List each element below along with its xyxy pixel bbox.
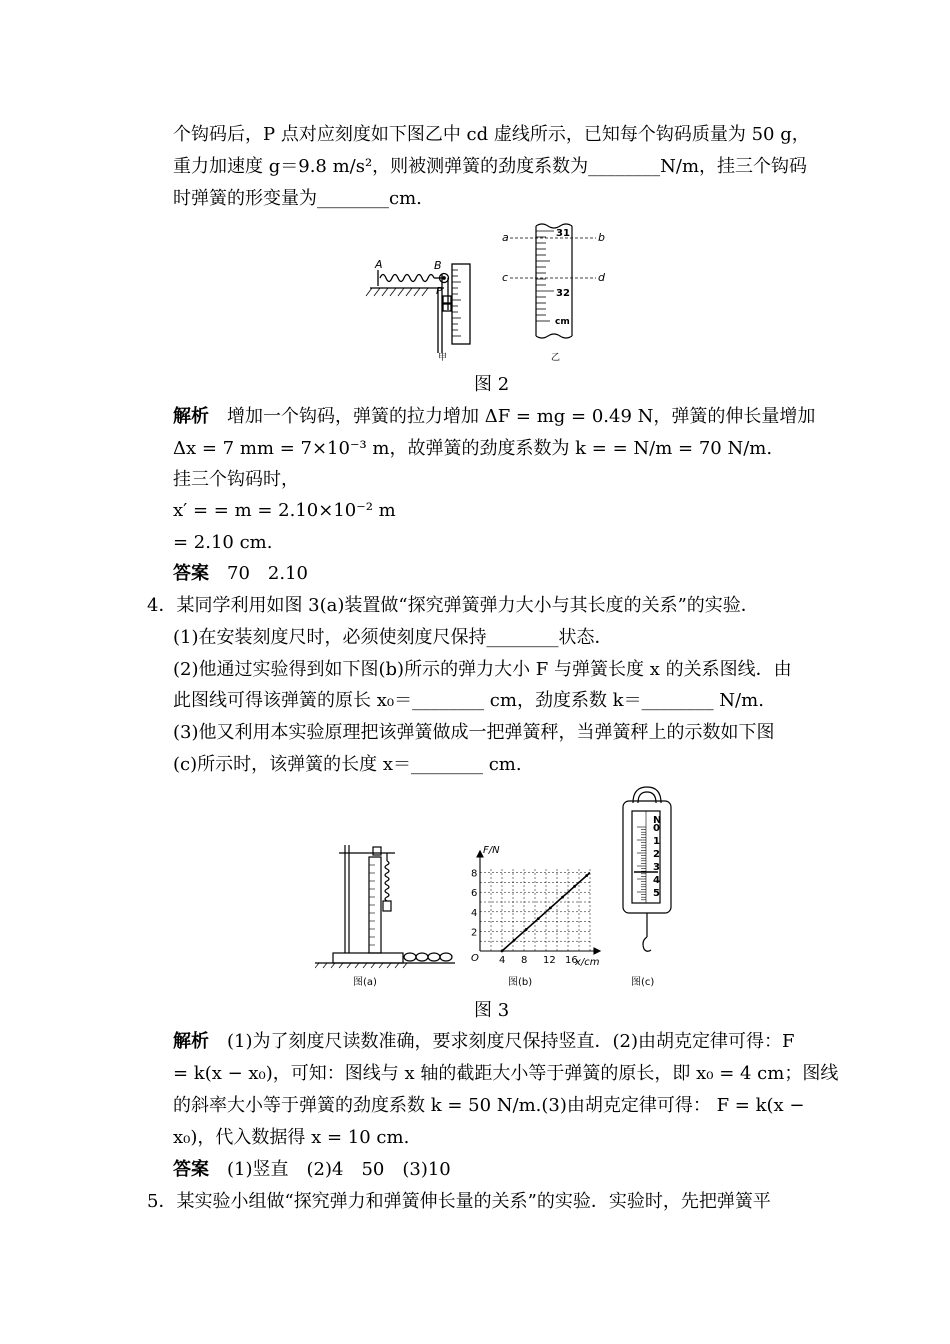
answer-line bbox=[173, 563, 308, 585]
line-d-label: d bbox=[598, 271, 605, 284]
solution-text: (1)为了刻度尺读数准确，要求刻度尺保持竖直．(2)由胡克定律可得：F bbox=[227, 1031, 795, 1052]
y-tick-label: 6 bbox=[471, 888, 478, 900]
text-line: 挂三个钩码时， bbox=[173, 469, 299, 490]
balance-unit: N bbox=[653, 815, 662, 826]
answer-label: 答案 bbox=[173, 563, 209, 584]
text-line: x′ = = m = 2.10×10⁻² m bbox=[173, 500, 396, 521]
balance-tick-label: 1 bbox=[653, 836, 660, 847]
figure-3 bbox=[315, 785, 675, 995]
origin-label: O bbox=[471, 953, 479, 964]
y-tick-label: 4 bbox=[471, 907, 478, 919]
solution-line bbox=[173, 406, 815, 428]
solution-label: 解析 bbox=[173, 406, 209, 427]
data-point bbox=[525, 928, 528, 931]
data-point bbox=[549, 906, 552, 909]
x-tick-label: 16 bbox=[565, 955, 578, 966]
text-line: (3)他又利用本实验原理把该弹簧做成一把弹簧秤，当弹簧秤上的示数如下图 bbox=[173, 722, 775, 743]
x-axis-label: x/cm bbox=[575, 957, 600, 968]
text-line: 个钩码后，P 点对应刻度如下图乙中 cd 虚线所示，已知每个钩码质量为 50 g， bbox=[173, 124, 810, 145]
text-line: 重力加速度 g＝9.8 m/s²，则被测弹簧的劲度系数为________N/m，挂三个钩码 bbox=[173, 156, 808, 177]
data-point bbox=[537, 917, 540, 920]
text-line: 时弹簧的形变量为________cm. bbox=[173, 188, 422, 209]
caption-a: 图(a) bbox=[353, 977, 377, 988]
text-line: Δx = 7 mm = 7×10⁻³ m，故弹簧的劲度系数为 k = = N/m = 70 N/m. bbox=[173, 438, 773, 459]
solution-line bbox=[173, 1031, 794, 1053]
balance-tick-label: 3 bbox=[653, 862, 660, 873]
caption-c: 图(c) bbox=[631, 977, 655, 988]
x-tick-label: 4 bbox=[499, 955, 506, 966]
text-line: = 2.10 cm. bbox=[173, 532, 273, 553]
balance-tick-label: 0 bbox=[653, 823, 660, 834]
y-tick-label: 2 bbox=[471, 927, 478, 939]
x-tick-label: 12 bbox=[543, 955, 556, 966]
y-tick-label: 8 bbox=[471, 868, 478, 880]
question-4-title: 4．某同学利用如图 3(a)装置做“探究弹簧弹力大小与其长度的关系”的实验． bbox=[147, 595, 759, 616]
spring-balance-c bbox=[623, 787, 671, 951]
apparatus-jia bbox=[366, 264, 470, 353]
data-point bbox=[561, 896, 564, 899]
figure-2-caption: 图 2 bbox=[474, 374, 510, 395]
question-5-title: 5．某实验小组做“探究弹力和弹簧伸长量的关系”的实验．实验时，先把弹簧平 bbox=[147, 1191, 771, 1212]
data-point bbox=[573, 885, 576, 888]
chart-b bbox=[471, 851, 600, 966]
caption-b: 图(b) bbox=[508, 977, 533, 988]
mark-32: 32 bbox=[556, 288, 570, 299]
point-p-label: P bbox=[436, 286, 443, 297]
x-tick-label: 8 bbox=[521, 955, 528, 966]
data-point bbox=[585, 874, 588, 877]
balance-tick-label: 2 bbox=[653, 849, 660, 860]
line-c-label: c bbox=[502, 271, 509, 284]
caption-yi: 乙 bbox=[551, 353, 561, 363]
apparatus-a bbox=[315, 845, 455, 968]
point-a-label: A bbox=[375, 258, 383, 271]
text-line: x₀)，代入数据得 x = 10 cm. bbox=[173, 1127, 410, 1148]
scale-yi bbox=[510, 224, 596, 338]
data-point bbox=[513, 939, 516, 942]
y-axis-label: F/N bbox=[483, 845, 500, 856]
balance-tick-label: 5 bbox=[653, 888, 660, 899]
text-line: 此图线可得该弹簧的原长 x₀＝________ cm，劲度系数 k＝________ N/m. bbox=[173, 690, 764, 711]
caption-jia: 甲 bbox=[438, 353, 448, 363]
line-a-label: a bbox=[502, 231, 509, 244]
unit-cm: cm bbox=[555, 317, 570, 327]
solution-label: 解析 bbox=[173, 1031, 209, 1052]
balance-tick-label: 4 bbox=[653, 875, 660, 886]
text-line: = k(x − x₀)，可知：图线与 x 轴的截距大小等于弹簧的原长，即 x₀ = 4 cm；图线 bbox=[173, 1063, 839, 1084]
answer-line bbox=[173, 1159, 451, 1181]
answer-text: 70 2.10 bbox=[227, 563, 308, 584]
line-b-label: b bbox=[598, 231, 605, 244]
mark-31: 31 bbox=[556, 228, 570, 239]
figure-2 bbox=[358, 218, 628, 368]
text-line: (1)在安装刻度尺时，必须使刻度尺保持________状态． bbox=[173, 627, 613, 648]
answer-text: (1)竖直 (2)4 50 (3)10 bbox=[227, 1159, 451, 1180]
point-b-label: B bbox=[434, 259, 442, 272]
data-point bbox=[501, 950, 504, 953]
text-line: (c)所示时，该弹簧的长度 x＝________ cm. bbox=[173, 754, 522, 775]
text-line: (2)他通过实验得到如下图(b)所示的弹力大小 F 与弹簧长度 x 的关系图线．由 bbox=[173, 659, 792, 680]
answer-label: 答案 bbox=[173, 1159, 209, 1180]
text-line: 的斜率大小等于弹簧的劲度系数 k = 50 N/m.(3)由胡克定律可得： F = k(x − bbox=[173, 1095, 805, 1116]
figure-3-caption: 图 3 bbox=[474, 1000, 510, 1021]
solution-text: 增加一个钩码，弹簧的拉力增加 ΔF = mg = 0.49 N，弹簧的伸长量增加 bbox=[227, 406, 816, 427]
